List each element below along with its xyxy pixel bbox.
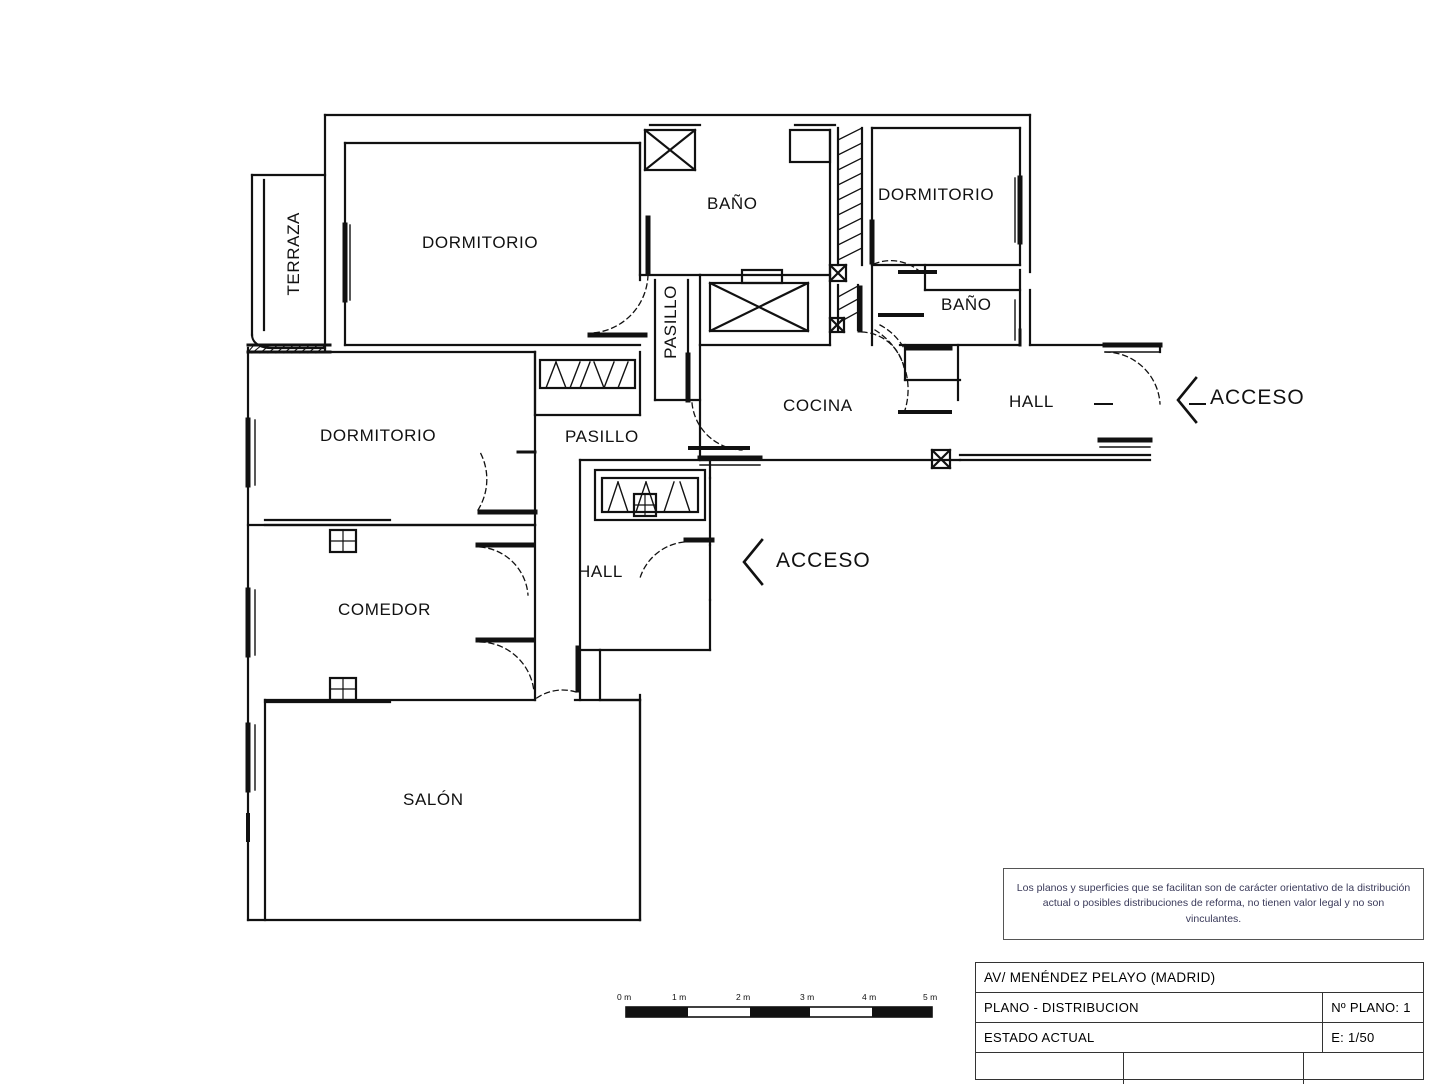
room-label-hall-2: HALL (578, 562, 623, 581)
title-block-blank-left (976, 1053, 1124, 1084)
scale-tick-2: 2 m (736, 992, 751, 1002)
title-block-row-drawing (976, 993, 1423, 1023)
scale-tick-3: 3 m (800, 992, 815, 1002)
room-label-bano-1: BAÑO (707, 194, 758, 213)
title-block-blank-right (1304, 1053, 1423, 1084)
room-label-cocina: COCINA (783, 396, 853, 415)
disclaimer-note (1003, 868, 1424, 940)
title-block-address: AV/ MENÉNDEZ PELAYO (MADRID) (984, 970, 1216, 985)
room-label-terraza: TERRAZA (284, 212, 303, 296)
room-label-pasillo-1: PASILLO (661, 285, 680, 359)
title-block-row-state (976, 1023, 1423, 1053)
scale-tick-1: 1 m (672, 992, 687, 1002)
title-block-plan-number: Nº PLANO: 1 (1331, 1000, 1411, 1015)
disclaimer-note-text: Los planos y superficies que se facilitan son de carácter orientativo de la distribución actual o posibles distribuciones de reforma, no tienen valor legal y no son vinculantes. (1016, 882, 1411, 925)
room-label-salon: SALÓN (403, 790, 464, 809)
room-label-dormitorio-2: DORMITORIO (878, 185, 995, 204)
room-label-pasillo-2: PASILLO (565, 427, 639, 446)
title-block-row-address (976, 963, 1423, 993)
title-block-scale: E: 1/50 (1331, 1030, 1375, 1045)
access-label-right: ACCESO (1210, 386, 1305, 409)
room-label-dormitorio-1: DORMITORIO (422, 233, 539, 252)
access-label-center: ACCESO (776, 549, 871, 572)
scale-tick-4: 4 m (862, 992, 877, 1002)
title-block-row-blank (976, 1053, 1423, 1084)
title-block-state: ESTADO ACTUAL (976, 1023, 1323, 1052)
room-label-comedor: COMEDOR (338, 600, 431, 619)
room-label-dormitorio-3: DORMITORIO (320, 426, 437, 445)
room-label-bano-2: BAÑO (941, 295, 992, 314)
room-label-hall-1: HALL (1009, 392, 1054, 411)
scale-tick-5: 5 m (923, 992, 938, 1002)
title-block (975, 962, 1424, 1080)
scale-tick-0: 0 m (617, 992, 632, 1002)
title-block-blank-mid (1124, 1053, 1304, 1084)
title-block-drawing-name: PLANO - DISTRIBUCION (976, 993, 1323, 1022)
